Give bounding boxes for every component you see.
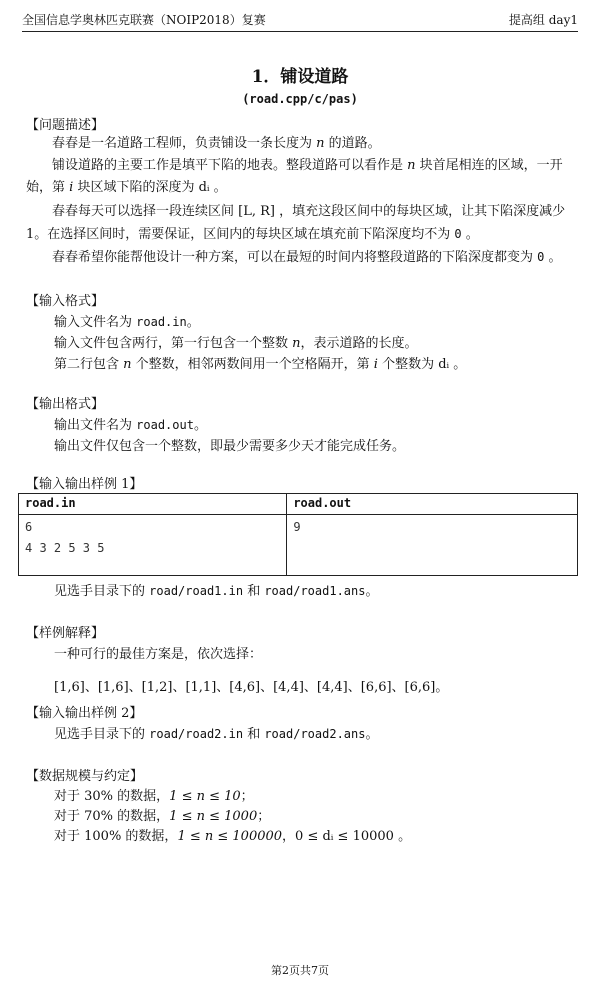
constraints-line-1: 对于 30% 的数据，1 ≤ n ≤ 10；: [54, 789, 254, 804]
page-header: [22, 8, 578, 32]
input-format-line-2: 输入文件包含两行，第一行包含一个整数 n，表示道路的长度。: [54, 336, 418, 351]
constraints-line-2: 对于 70% 的数据，1 ≤ n ≤ 1000；: [54, 809, 271, 824]
input-format-heading: 【输入格式】: [26, 294, 105, 309]
explanation-line-1: 一种可行的最佳方案是，依次选择：: [54, 647, 263, 662]
description-paragraph-2: 铺设道路的主要工作是填平下陷的地表。整段道路可以看作是 n 块首尾相连的区域，一开始，第 i 块区域下陷的深度为 dᵢ 。: [26, 158, 563, 195]
problem-title: 1．铺设道路: [251, 67, 349, 87]
sample1-col-out: road.out: [287, 494, 578, 515]
description-paragraph-3: 春春每天可以选择一段连续区间 [L, R] ，填充这段区间中的每块区域，让其下陷深度减少 1。在选择区间时，需要保证，区间内的每块区域在填充前下陷深度均不为 0 。: [26, 204, 566, 242]
output-format-line-1: 输出文件名为 road.out。: [54, 418, 207, 433]
sample1-col-in: road.in: [19, 494, 287, 515]
sample1-input-line-2: 4 3 2 5 3 5: [25, 541, 105, 555]
output-format-heading: 【输出格式】: [26, 397, 105, 412]
sample1-table: [18, 493, 578, 576]
sample1-note: 见选手目录下的 road/road1.in 和 road/road1.ans。: [54, 584, 379, 599]
constraints-heading: 【数据规模与约定】: [26, 769, 144, 784]
header-left: 全国信息学奥林匹克联赛（NOIP2018）复赛: [22, 13, 266, 27]
sample2-note: 见选手目录下的 road/road2.in 和 road/road2.ans。: [54, 727, 379, 742]
sample1-output-cell: [287, 515, 578, 576]
problem-files: (road.cpp/c/pas): [242, 92, 358, 106]
page-number: 第2页共7页: [271, 964, 329, 977]
description-paragraph-4: 春春希望你能帮他设计一种方案，可以在最短的时间内将整段道路的下陷深度都变为 0 。: [52, 250, 562, 265]
sample1-input-line-1: 6: [25, 520, 33, 534]
constraints-line-3: 对于 100% 的数据，1 ≤ n ≤ 100000，0 ≤ dᵢ ≤ 10000 。: [54, 829, 412, 844]
sample1-output-line-1: 9: [293, 520, 301, 534]
output-format-line-2: 输出文件仅包含一个整数，即最少需要多少天才能完成任务。: [54, 439, 406, 454]
description-paragraph-1: 春春是一名道路工程师，负责铺设一条长度为 n 的道路。: [52, 136, 381, 151]
explanation-line-2: [1,6]、[1,6]、[1,2]、[1,1]、[4,6]、[4,4]、[4,4]、[6,6]、[6,6]。: [54, 680, 449, 695]
description-heading: 【问题描述】: [26, 118, 105, 133]
input-format-line-1: 输入文件名为 road.in。: [54, 315, 200, 330]
sample1-input-cell: [19, 515, 287, 576]
sample1-heading: 【输入输出样例 1】: [26, 477, 143, 492]
input-format-line-3: 第二行包含 n 个整数，相邻两数间用一个空格隔开，第 i 个整数为 dᵢ 。: [54, 357, 467, 372]
sample2-heading: 【输入输出样例 2】: [26, 706, 143, 721]
explanation-heading: 【样例解释】: [26, 626, 105, 641]
header-right: 提高组 day1: [508, 13, 578, 27]
